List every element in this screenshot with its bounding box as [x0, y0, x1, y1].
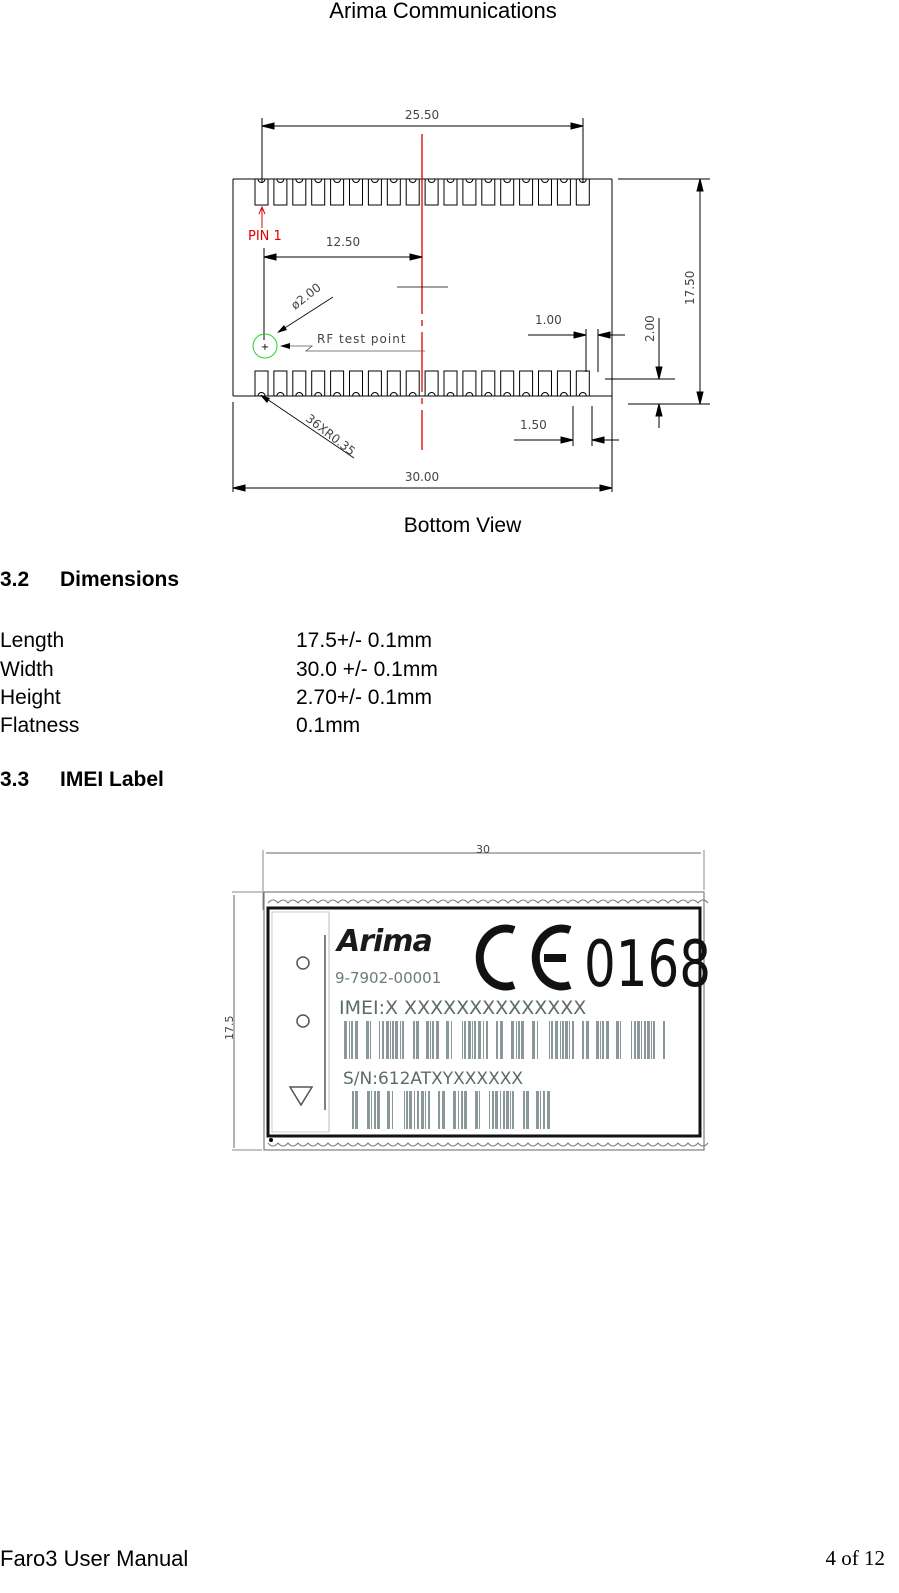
- svg-text:+: +: [260, 342, 270, 353]
- dim-pin1-rf: 12.50: [325, 235, 361, 249]
- dimension-row-width: [0, 658, 600, 686]
- dim-rf-diameter: ø2.00: [288, 280, 324, 313]
- label-height-dim: 17.5: [223, 1015, 236, 1040]
- dimension-value: 30.0 +/- 0.1mm: [296, 658, 438, 681]
- dimension-label: Flatness: [0, 714, 80, 737]
- dimension-label: Width: [0, 658, 54, 681]
- dim-edge-offset: 1.50: [520, 418, 547, 432]
- dimension-value: 17.5+/- 0.1mm: [296, 629, 432, 652]
- section-number: 3.3: [0, 768, 30, 791]
- imei-text: IMEI:X XXXXXXXXXXXXXX: [339, 997, 587, 1019]
- pin1-label: PIN 1: [248, 229, 282, 244]
- dimension-row-flatness: [0, 714, 600, 742]
- rf-test-point-label: RF test point: [317, 332, 407, 346]
- notified-body-number: 0168: [584, 926, 712, 1002]
- section-title: IMEI Label: [60, 768, 164, 791]
- imei-label-diagram: [220, 835, 715, 1160]
- dim-total-height: 17.50: [683, 270, 697, 305]
- dim-pin-span: 25.50: [404, 108, 440, 122]
- label-width-dim: 30: [476, 843, 490, 856]
- section-number: 3.2: [0, 568, 30, 591]
- section-heading-imei-label: [0, 768, 164, 792]
- section-title: Dimensions: [60, 568, 180, 591]
- brand-logo: Arima: [337, 924, 432, 959]
- part-number: 9-7902-00001: [335, 969, 442, 987]
- dim-pad-pitch: 1.00: [535, 313, 562, 327]
- dimension-label: Height: [0, 686, 61, 709]
- page-header-title: Arima Communications: [329, 0, 557, 23]
- dimension-row-height: [0, 686, 600, 714]
- dim-pad-length: 2.00: [643, 315, 657, 342]
- figure-caption: Bottom View: [403, 514, 522, 537]
- dimension-row-length: [0, 629, 600, 657]
- serial-number-text: S/N:612ATXYXXXXXX: [343, 1069, 524, 1089]
- dim-pad-radius: 36XR0.35: [303, 411, 358, 459]
- dim-total-width: 30.00: [404, 470, 440, 484]
- dimension-label: Length: [0, 629, 65, 652]
- dimension-value: 2.70+/- 0.1mm: [296, 686, 432, 709]
- footer-page-number: 4 of 12: [825, 1546, 885, 1570]
- bottom-view-diagram: [225, 100, 725, 500]
- section-heading-dimensions: [0, 568, 179, 592]
- footer-doc-title: Faro3 User Manual: [0, 1546, 189, 1571]
- dimension-value: 0.1mm: [296, 714, 361, 737]
